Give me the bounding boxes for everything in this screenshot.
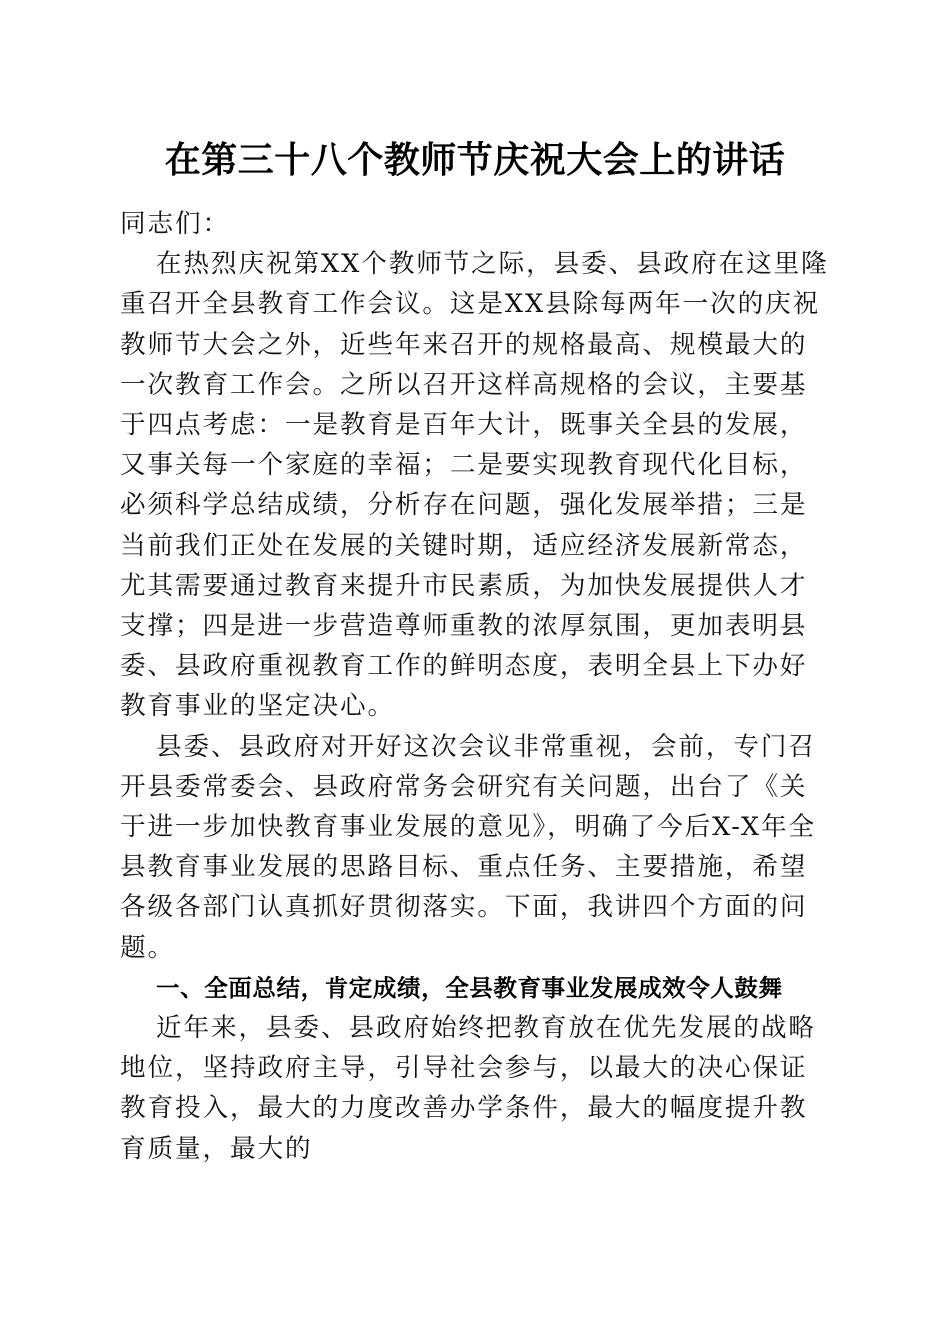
salutation: 同志们： (120, 209, 230, 239)
paragraph-meeting: 县委、县政府对开好这次会议非常重视，会前，专门召开县委常委会、县政府常务会研究有关问题，出台了《关于进一步加快教育事业发展的意见》，明确了今后X-X年全县教育事业发展的思路目标、重点任务、主要措施，希望各级各部门认真抓好贯彻落实。下面，我讲四个方面的问题。 (120, 731, 817, 963)
paragraph-intro: 在热烈庆祝第XX个教师节之际，县委、县政府在这里隆重召开全县教育工作会议。这是XX县除每两年一次的庆祝教师节大会之外，近些年来召开的规格最高、规模最大的一次教育工作会。之所以召开这样高规格的会议，主要基于四点考虑：一是教育是百年大计，既事关全县的发展，又事关每一个家庭的幸福；二是要实现教育现代化目标，必须科学总结成绩，分析存在问题，强化发展举措；三是当前我们正处在发展的关键时期，适应经济发展新常态，尤其需要通过教育来提升市民素质，为加快发展提供人才支撑；四是进一步营造尊师重教的浓厚氛围，更加表明县委、县政府重视教育工作的鲜明态度，表明全县上下办好教育事业的坚定决心。 (120, 249, 829, 722)
section-heading: 一、全面总结，肯定成绩，全县教育事业发展成效令人鼓舞 (156, 973, 783, 1002)
paragraph-section-one: 近年来，县委、县政府始终把教育放在优先发展的战略地位，坚持政府主导，引导社会参与，以最大的决心保证教育投入，最大的力度改善办学条件，最大的幅度提升教育质量，最大的 (120, 1013, 816, 1164)
document-title: 在第三十八个教师节庆祝大会上的讲话 (164, 139, 786, 181)
document-body (120, 204, 830, 1169)
